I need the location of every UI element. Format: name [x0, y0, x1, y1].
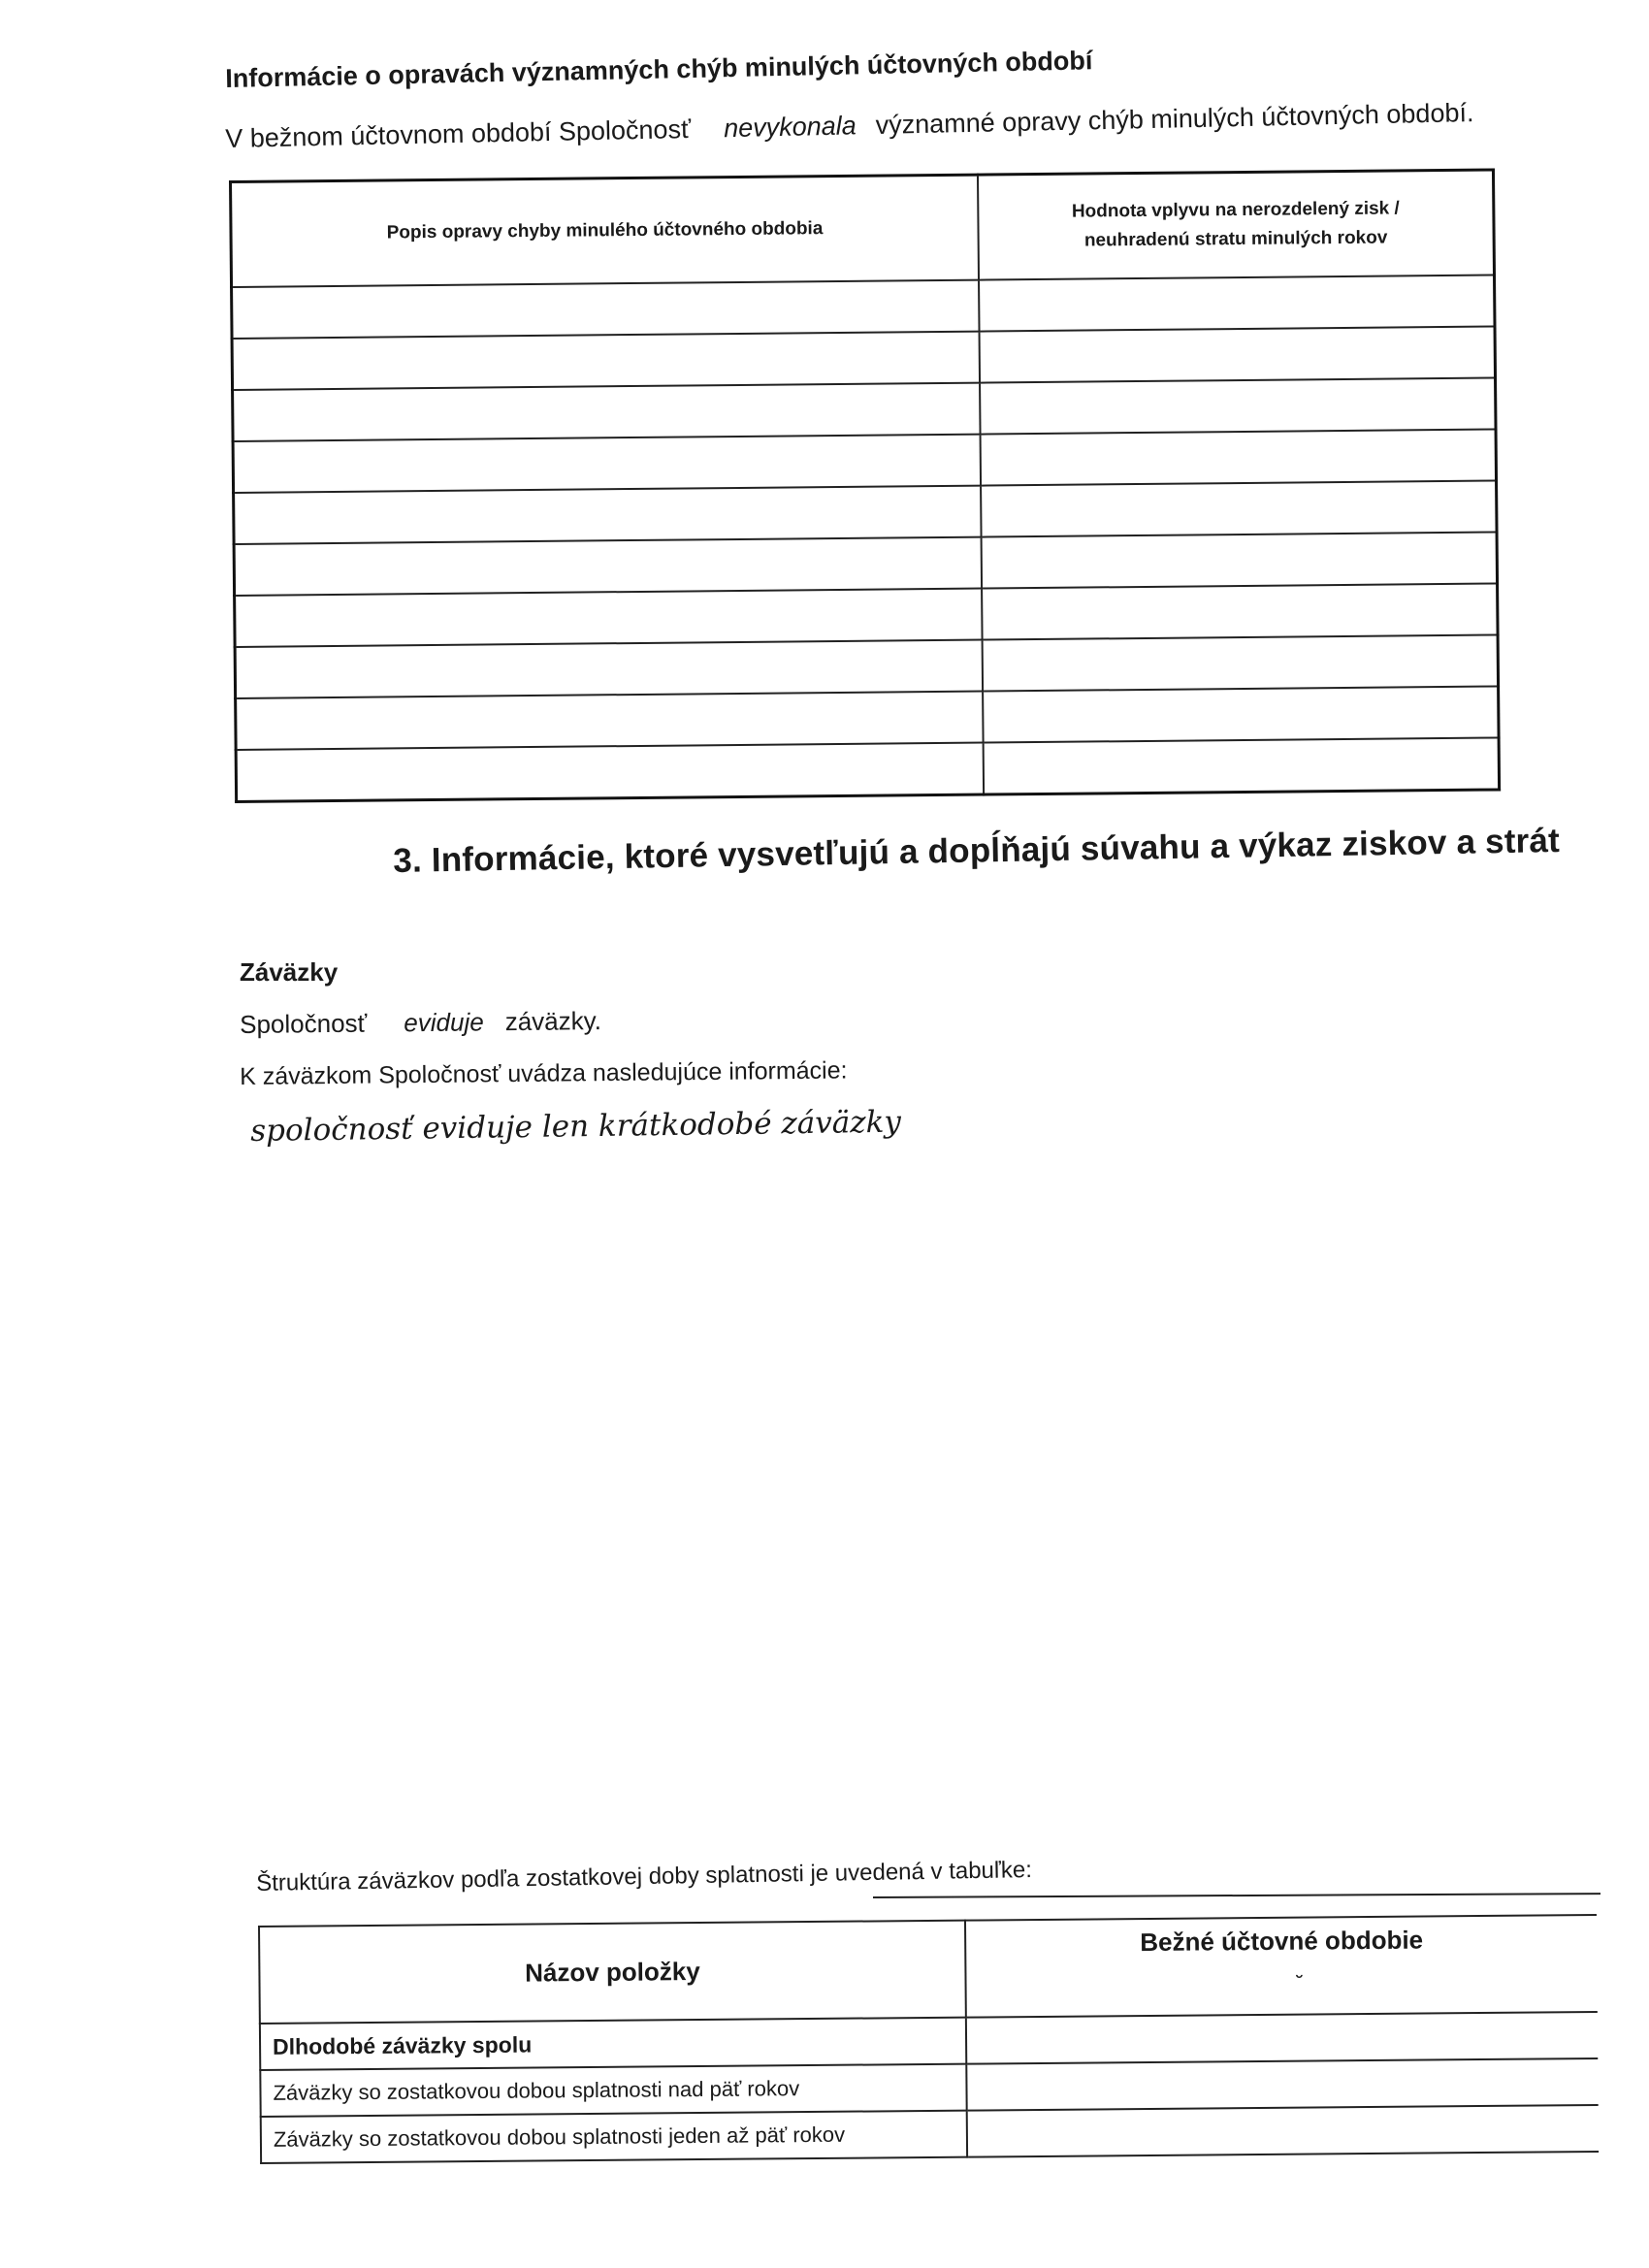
row-label: Dlhodobé záväzky spolu: [260, 2018, 966, 2070]
liabilities-table-header: [259, 1915, 1598, 2024]
table-cell[interactable]: [235, 640, 983, 698]
liabilities-info-intro: K záväzkom Spoločnosť uvádza nasledujúce informácie:: [240, 1056, 848, 1090]
table-cell[interactable]: [980, 327, 1496, 383]
table-cell[interactable]: [980, 378, 1496, 435]
liabilities-statement-value: eviduje: [404, 1007, 484, 1038]
table-cell[interactable]: [234, 537, 982, 596]
table-cell[interactable]: [981, 481, 1497, 537]
corrections-col-description-header: Popis opravy chyby minulého účtovného obdobia: [231, 175, 980, 287]
divider: [873, 1893, 1600, 1898]
table-cell[interactable]: [235, 589, 983, 647]
table-cell[interactable]: [233, 435, 981, 493]
liabilities-col-item-header: Názov položky: [259, 1921, 966, 2024]
table-cell[interactable]: [232, 280, 980, 339]
corrections-statement-value: nevykonala: [723, 111, 857, 144]
table-cell[interactable]: [234, 486, 982, 544]
corrections-statement-suffix: významné opravy chýb minulých účtovných období.: [875, 98, 1474, 140]
table-cell[interactable]: [966, 2058, 1598, 2111]
table-cell[interactable]: [979, 275, 1495, 332]
liabilities-statement-suffix: záväzky.: [504, 1006, 602, 1037]
row-label: Záväzky so zostatkovou dobou splatnosti nad päť rokov: [260, 2064, 966, 2117]
table-cell[interactable]: [967, 2105, 1599, 2157]
table-cell[interactable]: [236, 743, 984, 802]
section3-title: 3. Informácie, ktoré vysvetľujú a dopĺňajú súvahu a výkaz ziskov a strát: [393, 822, 1561, 880]
table-cell[interactable]: [984, 737, 1500, 794]
structure-intro: Štruktúra záväzkov podľa zostatkovej doby splatnosti je uvedená v tabuľke:: [256, 1857, 1033, 1896]
liabilities-statement: [240, 1006, 601, 1040]
corrections-title: Informácie o opravách významných chýb minulých účtovných období: [225, 46, 1093, 93]
row-label: Záväzky so zostatkovou dobou splatnosti jeden až päť rokov: [261, 2111, 967, 2163]
corrections-table: [229, 168, 1501, 802]
corrections-table-header: [231, 170, 1495, 287]
table-cell[interactable]: [966, 2012, 1598, 2064]
table-cell[interactable]: [232, 332, 980, 390]
table-cell[interactable]: [982, 533, 1498, 589]
stray-mark: ˘: [1296, 1972, 1304, 1994]
liabilities-structure-table: [258, 1914, 1599, 2164]
table-row: [236, 737, 1499, 801]
liabilities-statement-prefix: Spoločnosť: [240, 1008, 368, 1039]
corrections-statement-prefix: V bežnom účtovnom období Spoločnosť: [225, 113, 692, 153]
liabilities-note: spoločnosť eviduje len krátkodobé záväzky: [250, 1104, 902, 1149]
corrections-statement: [225, 98, 1474, 154]
table-cell[interactable]: [982, 583, 1498, 639]
table-cell[interactable]: [236, 692, 984, 750]
liabilities-col-period-header: [965, 1915, 1598, 2018]
corrections-col-impact-header: Hodnota vplyvu na nerozdelený zisk / neuhradenú stratu minulých rokov: [978, 170, 1495, 280]
liabilities-col-period-header-text: Bežné účtovné obdobie: [1140, 1925, 1424, 1958]
table-cell[interactable]: [981, 430, 1497, 486]
table-cell[interactable]: [233, 383, 981, 441]
table-cell[interactable]: [983, 686, 1499, 742]
table-cell[interactable]: [983, 634, 1499, 691]
liabilities-heading: Záväzky: [240, 957, 339, 987]
